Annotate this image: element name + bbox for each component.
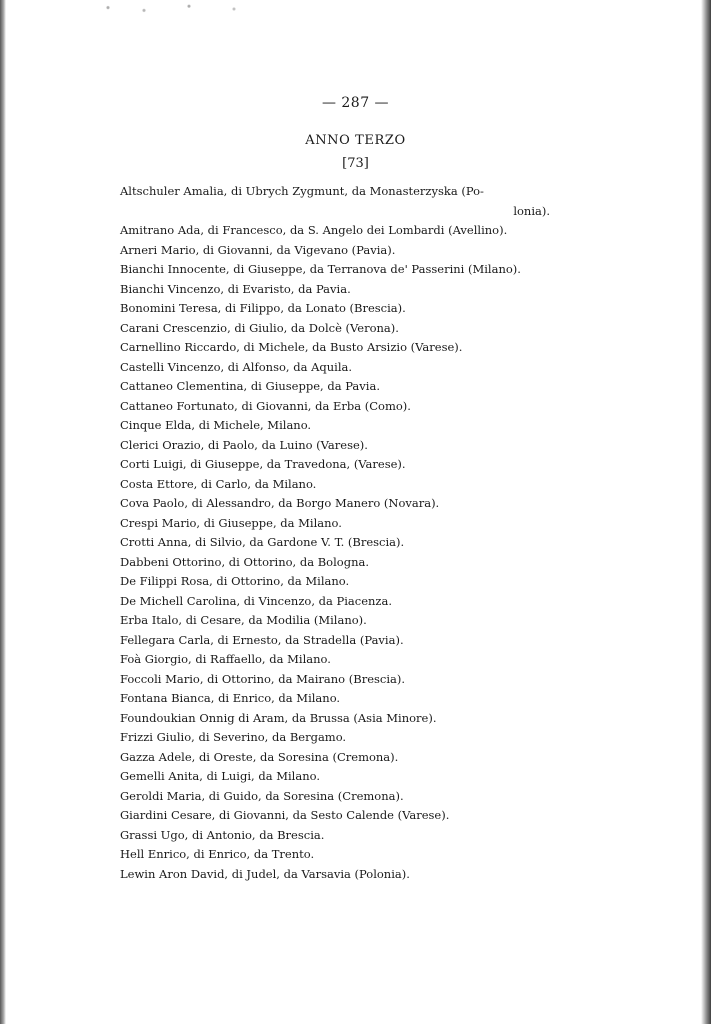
list-item-continuation: lonia). <box>513 203 550 218</box>
page-left-edge-shadow <box>0 0 6 1024</box>
list-item: Bianchi Innocente, di Giuseppe, da Terranova de' Passerini (Milano). <box>120 262 521 276</box>
list-item: Giardini Cesare, di Giovanni, da Sesto Calende (Varese). <box>120 808 450 822</box>
list-item: Cinque Elda, di Michele, Milano. <box>120 418 312 432</box>
page-right-edge-shadow <box>701 0 711 1024</box>
list-item: Cattaneo Fortunato, di Giovanni, da Erba (Como). <box>120 398 411 413</box>
list-item: Cova Paolo, di Alessandro, da Borgo Manero (Novara). <box>120 496 440 510</box>
list-item: Arneri Mario, di Giovanni, da Vigevano (Pavia). <box>120 242 396 257</box>
list-item: Corti Luigi, di Giuseppe, da Travedona, (Varese). <box>120 457 406 471</box>
list-item: Hell Enrico, di Enrico, da Trento. <box>120 847 315 861</box>
list-item: Gazza Adele, di Oreste, da Soresina (Cremona). <box>120 749 399 764</box>
list-item: Bianchi Vincenzo, di Evaristo, da Pavia. <box>120 281 351 296</box>
list-item: Crotti Anna, di Silvio, da Gardone V. T. (Brescia). <box>120 535 405 549</box>
list-item: Gemelli Anita, di Luigi, da Milano. <box>120 769 320 783</box>
list-item: Frizzi Giulio, di Severino, da Bergamo. <box>120 730 347 744</box>
page-number: — 287 — <box>321 95 390 111</box>
list-item: Clerici Orazio, di Paolo, da Luino (Varese). <box>120 437 368 452</box>
list-item: Lewin Aron David, di Judel, da Varsavia (Polonia). <box>120 866 410 881</box>
list-item: Foccoli Mario, di Ottorino, da Mairano (Brescia). <box>120 671 406 686</box>
list-item: Geroldi Maria, di Guido, da Soresina (Cremona). <box>120 788 404 803</box>
list-item: Carani Crescenzio, di Giulio, da Dolcè (Verona). <box>120 320 399 335</box>
list-item: Dabbeni Ottorino, di Ottorino, da Bologna. <box>120 554 369 569</box>
student-list <box>120 182 570 884</box>
list-item: Carnellino Riccardo, di Michele, da Busto Arsizio (Varese). <box>120 340 463 354</box>
list-item: Fontana Bianca, di Enrico, da Milano. <box>120 691 341 705</box>
list-item: Altschuler Amalia, di Ubrych Zygmunt, da Monasterzyska (Po- <box>120 184 484 198</box>
list-item: Amitrano Ada, di Francesco, da S. Angelo dei Lombardi (Avellino). <box>120 223 508 237</box>
list-item: Bonomini Teresa, di Filippo, da Lonato (Brescia). <box>120 301 406 315</box>
list-item: Cattaneo Clementina, di Giuseppe, da Pavia. <box>120 379 380 393</box>
list-item: Crespi Mario, di Giuseppe, da Milano. <box>120 515 342 530</box>
scan-specks <box>90 2 270 16</box>
list-item: Fellegara Carla, di Ernesto, da Stradella (Pavia). <box>120 632 404 647</box>
list-item: Erba Italo, di Cesare, da Modilia (Milano). <box>120 613 367 627</box>
section-number: [73] <box>342 156 369 171</box>
list-item: Foà Giorgio, di Raffaello, da Milano. <box>120 652 331 666</box>
list-item: De Michell Carolina, di Vincenzo, da Piacenza. <box>120 593 393 608</box>
list-item: Grassi Ugo, di Antonio, da Brescia. <box>120 827 325 842</box>
list-item: Foundoukian Onnig di Aram, da Brussa (Asia Minore). <box>120 710 437 725</box>
section-title: ANNO TERZO <box>305 133 406 148</box>
list-item: Costa Ettore, di Carlo, da Milano. <box>120 476 317 491</box>
list-item: Castelli Vincenzo, di Alfonso, da Aquila. <box>120 359 353 374</box>
list-item: De Filippi Rosa, di Ottorino, da Milano. <box>120 574 350 588</box>
